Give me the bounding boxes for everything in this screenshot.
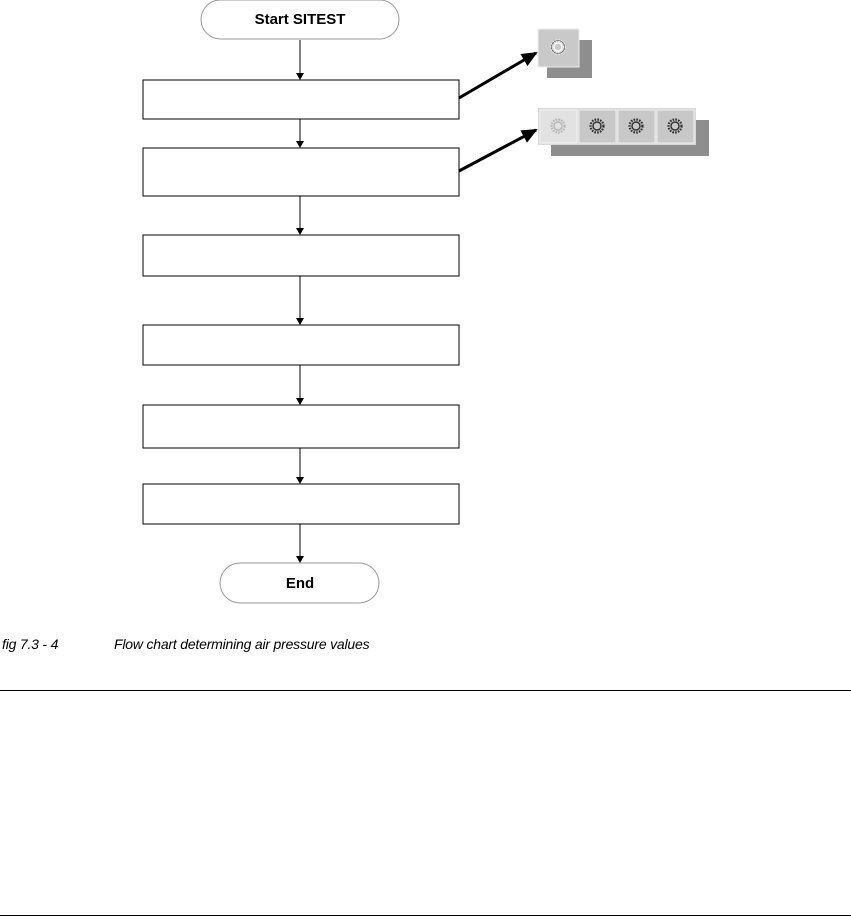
callout-arrow-2 <box>459 130 536 171</box>
figure-number: fig 7.3 - 4 <box>2 636 59 652</box>
start-label: Start SITEST <box>254 11 346 28</box>
end-terminal <box>220 563 379 603</box>
figure-caption: Flow chart determining air pressure values <box>114 636 370 652</box>
process-box-2 <box>143 148 459 196</box>
process-box-6 <box>143 484 459 524</box>
process-box-4 <box>143 325 459 365</box>
process-box-1 <box>143 80 459 119</box>
divider-top <box>0 690 851 691</box>
gear-button-bar <box>538 108 709 156</box>
gear-button-3 <box>618 110 655 143</box>
gear-button-1 <box>540 110 577 143</box>
process-box-5 <box>143 405 459 448</box>
divider-bottom <box>0 915 851 916</box>
end-label: End <box>285 575 315 592</box>
start-terminal <box>201 0 399 39</box>
process-box-3 <box>143 235 459 276</box>
gear-button-4 <box>657 110 694 143</box>
gear-button-2 <box>579 110 616 143</box>
callout-arrow-1 <box>459 53 536 98</box>
single-gear-button <box>538 29 592 78</box>
